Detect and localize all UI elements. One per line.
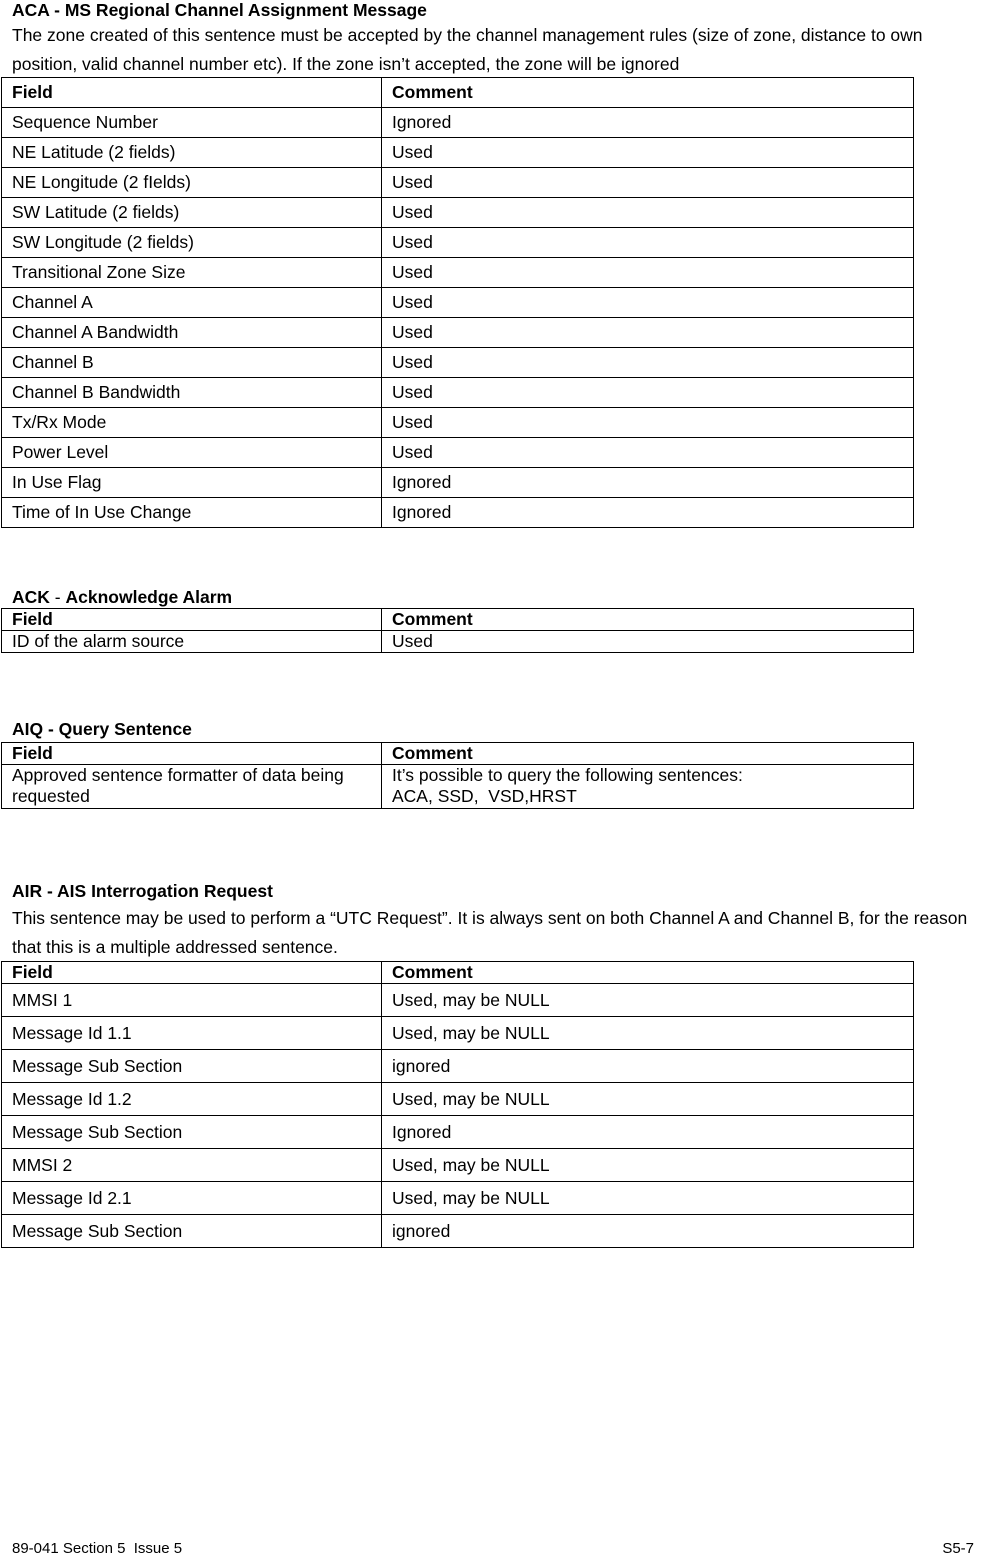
table-row bbox=[2, 1116, 914, 1149]
row-comment: Used bbox=[382, 198, 914, 228]
header-field: Field bbox=[2, 78, 382, 108]
row-comment: Used, may be NULL bbox=[382, 1182, 914, 1215]
table-row bbox=[2, 438, 914, 468]
row-field: Message Sub Section bbox=[2, 1116, 382, 1149]
row-field: ID of the alarm source bbox=[2, 631, 382, 653]
table-row bbox=[2, 318, 914, 348]
row-field: Message Id 1.2 bbox=[2, 1083, 382, 1116]
row-field: NE Longitude (2 fIelds) bbox=[2, 168, 382, 198]
table-row bbox=[2, 408, 914, 438]
table-row bbox=[2, 138, 914, 168]
table-row bbox=[2, 198, 914, 228]
table-row bbox=[2, 378, 914, 408]
table-row bbox=[2, 468, 914, 498]
ack-table bbox=[1, 608, 914, 653]
ack-title-code: ACK bbox=[12, 587, 50, 607]
table-header-row bbox=[2, 78, 914, 108]
row-comment: Used, may be NULL bbox=[382, 1083, 914, 1116]
row-comment: Used bbox=[382, 288, 914, 318]
row-comment: Used bbox=[382, 258, 914, 288]
row-field: Approved sentence formatter of data being requested bbox=[2, 765, 382, 809]
row-comment: Used bbox=[382, 348, 914, 378]
comment-line: It’s possible to query the following sentences: bbox=[392, 765, 743, 785]
table-row bbox=[2, 288, 914, 318]
comment-line: ACA, SSD, VSD,HRST bbox=[392, 786, 577, 806]
row-comment: Used bbox=[382, 168, 914, 198]
ack-title bbox=[12, 587, 232, 607]
header-field: Field bbox=[2, 609, 382, 631]
row-field: In Use Flag bbox=[2, 468, 382, 498]
row-field: Tx/Rx Mode bbox=[2, 408, 382, 438]
row-comment: Used bbox=[382, 318, 914, 348]
row-comment: Ignored bbox=[382, 468, 914, 498]
row-comment: Used bbox=[382, 438, 914, 468]
header-comment: Comment bbox=[382, 962, 914, 984]
header-field: Field bbox=[2, 962, 382, 984]
row-field: Time of In Use Change bbox=[2, 498, 382, 528]
row-field: MMSI 1 bbox=[2, 984, 382, 1017]
row-comment: Used, may be NULL bbox=[382, 1149, 914, 1182]
row-comment: Ignored bbox=[382, 108, 914, 138]
header-comment: Comment bbox=[382, 743, 914, 765]
row-field: Channel B bbox=[2, 348, 382, 378]
header-comment: Comment bbox=[382, 609, 914, 631]
row-field: Message Id 2.1 bbox=[2, 1182, 382, 1215]
row-field: Channel A bbox=[2, 288, 382, 318]
table-row bbox=[2, 1083, 914, 1116]
row-field: Channel A Bandwidth bbox=[2, 318, 382, 348]
aca-description: The zone created of this sentence must be accepted by the channel management rules (size of zone, distance to own position, valid channel number etc). If the zone isn’t accepted, the zone will be ignored bbox=[12, 25, 923, 74]
aca-table bbox=[1, 77, 914, 528]
table-row bbox=[2, 631, 914, 653]
row-field: Message Id 1.1 bbox=[2, 1017, 382, 1050]
table-row bbox=[2, 984, 914, 1017]
row-field: SW Latitude (2 fields) bbox=[2, 198, 382, 228]
row-comment: ignored bbox=[382, 1050, 914, 1083]
table-row bbox=[2, 258, 914, 288]
row-field: Sequence Number bbox=[2, 108, 382, 138]
table-row bbox=[2, 1017, 914, 1050]
row-field: MMSI 2 bbox=[2, 1149, 382, 1182]
header-comment: Comment bbox=[382, 78, 914, 108]
table-row bbox=[2, 765, 914, 809]
row-field: Message Sub Section bbox=[2, 1050, 382, 1083]
row-comment: Used bbox=[382, 378, 914, 408]
row-field: NE Latitude (2 fields) bbox=[2, 138, 382, 168]
row-field: Power Level bbox=[2, 438, 382, 468]
row-comment: Ignored bbox=[382, 1116, 914, 1149]
table-row bbox=[2, 228, 914, 258]
table-row bbox=[2, 1149, 914, 1182]
row-field: Channel B Bandwidth bbox=[2, 378, 382, 408]
footer-page-number: S5-7 bbox=[942, 1540, 974, 1557]
table-row bbox=[2, 498, 914, 528]
aiq-title: AIQ - Query Sentence bbox=[12, 719, 192, 739]
table-header-row bbox=[2, 743, 914, 765]
row-comment: ignored bbox=[382, 1215, 914, 1248]
air-description: This sentence may be used to perform a “UTC Request”. It is always sent on both Channel A and Channel B, for the reason that this is a multiple addressed sentence. bbox=[12, 908, 968, 957]
row-field: Transitional Zone Size bbox=[2, 258, 382, 288]
table-header-row bbox=[2, 962, 914, 984]
ack-title-name: Acknowledge Alarm bbox=[65, 587, 233, 607]
row-comment: Used bbox=[382, 138, 914, 168]
table-row bbox=[2, 1215, 914, 1248]
row-comment: Ignored bbox=[382, 498, 914, 528]
footer-document-id: 89-041 Section 5 Issue 5 bbox=[12, 1540, 183, 1557]
row-field: SW Longitude (2 fields) bbox=[2, 228, 382, 258]
row-comment: Used bbox=[382, 631, 914, 653]
aca-title: ACA - MS Regional Channel Assignment Message bbox=[12, 0, 427, 20]
row-comment: Used, may be NULL bbox=[382, 984, 914, 1017]
header-field: Field bbox=[2, 743, 382, 765]
table-row bbox=[2, 1182, 914, 1215]
row-comment: Used, may be NULL bbox=[382, 1017, 914, 1050]
row-comment: Used bbox=[382, 408, 914, 438]
row-comment: Used bbox=[382, 228, 914, 258]
table-row bbox=[2, 348, 914, 378]
air-title: AIR - AIS Interrogation Request bbox=[12, 881, 273, 901]
row-field: Message Sub Section bbox=[2, 1215, 382, 1248]
table-row bbox=[2, 168, 914, 198]
aiq-table bbox=[1, 742, 914, 809]
table-header-row bbox=[2, 609, 914, 631]
table-row bbox=[2, 108, 914, 138]
air-table bbox=[1, 961, 914, 1248]
row-comment bbox=[382, 765, 914, 809]
table-row bbox=[2, 1050, 914, 1083]
ack-title-separator: - bbox=[49, 587, 66, 607]
